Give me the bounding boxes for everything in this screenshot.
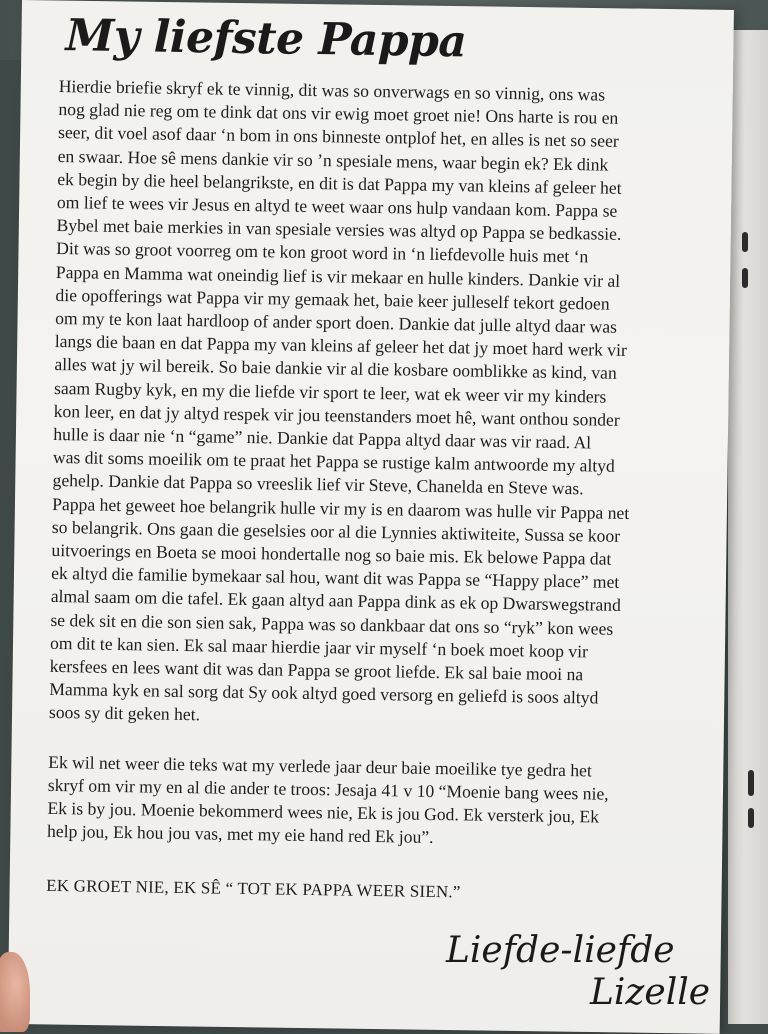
letter-line: help jou, Ek hou jou vas, met my eie hand red Ek jou”. bbox=[46, 821, 434, 848]
signature-line-2: Lizelle bbox=[590, 972, 711, 1013]
letter-line: kon leer, en dat jy altyd respek vir jou teenstanders moet hê, want onthou sonder bbox=[53, 400, 620, 430]
letter-line: uitvoerings en Boeta se mooi hondertalle nog so baie mis. Ek belowe Pappa dat bbox=[51, 539, 612, 569]
letter-line: kersfees en lees want dit was dan Pappa se groot liefde. Ek sal baie mooi na bbox=[49, 655, 584, 685]
letter-line: skryf om vir my en al die ander te troos: Jesaja 41 v 10 “Moenie bang wees nie, bbox=[47, 774, 609, 804]
letter-line: ek begin by die heel belangrikste, en dit is dat Pappa my van kleins af geleer het bbox=[57, 168, 622, 198]
letter-title: My liefste Pappa bbox=[65, 10, 467, 68]
letter-line: almal saam om die tafel. Ek gaan altyd aan Pappa dink as ek op Dwarswegstrand bbox=[50, 586, 622, 616]
binding-mark bbox=[748, 808, 754, 828]
binding-mark bbox=[742, 268, 748, 288]
letter-line: soos sy dit geken het. bbox=[48, 702, 201, 725]
letter-line: langs die baan en dat Pappa my van kleins af geleer het dat jy moet hard werk vir bbox=[54, 331, 627, 361]
letter-line: so belangrik. Ons gaan die geselsies oor al die Lynnies aktiwiteite, Sussa se koor bbox=[51, 516, 621, 546]
letter-line: seer, dit voel asof daar ‘n bom in ons binneste ontplof het, en alles is net so seer bbox=[57, 122, 619, 152]
letter-line: saam Rugby kyk, en my die liefde vir sport te leer, wat ek weer vir my kinders bbox=[53, 377, 607, 407]
letter-line: om dit te kan sien. Ek sal maar hierdie jaar vir myself ‘n boek moet koop vir bbox=[49, 632, 589, 662]
letter-line: Dit was so groot voorreg om te kon groot word in ‘n liefdevolle huis met ‘n bbox=[56, 238, 589, 267]
letter-line: se dek sit en die son sien sak, Pappa was so dankbaar dat ons so “ryk” kon wees bbox=[50, 609, 614, 639]
letter-line: Pappa het geweet hoe belangrik hulle vir my is en daarom was hulle vir Pappa net bbox=[52, 493, 630, 523]
letter-line: ek altyd die familie bymekaar sal hou, want dit was Pappa se “Happy place” met bbox=[50, 563, 620, 593]
binding-mark bbox=[748, 770, 754, 796]
letter-signoff: EK GROET NIE, EK SÊ “ TOT EK PAPPA WEER SIEN.” bbox=[46, 875, 461, 901]
letter-line: Pappa en Mamma wat oneindig lief is vir mekaar en hulle kinders. Dankie vir al bbox=[55, 261, 621, 291]
letter-line: Bybel met baie merkies in van spesiale versies was altyd op Pappa se bedkassie. bbox=[56, 215, 622, 245]
letter-paragraph-1 bbox=[49, 75, 679, 734]
letter-paragraph-2 bbox=[47, 751, 668, 854]
letter-line: Ek is by jou. Moenie bekommerd wees nie, Ek is jou God. Ek versterk jou, Ek bbox=[47, 797, 600, 827]
letter-line: was dit soms moeilik om te praat het Pappa se rustige kalm antwoorde my altyd bbox=[52, 447, 615, 477]
next-page-edge bbox=[728, 30, 768, 1024]
letter-line: om my te kon laat hardloop of ander sport doen. Dankie dat julle altyd daar was bbox=[55, 307, 618, 337]
letter-line: Mamma kyk en sal sorg dat Sy ook altyd goed versorg en geliefd is soos altyd bbox=[49, 679, 599, 708]
letter-line: Ek wil net weer die teks wat my verlede jaar deur baie moeilike tye gedra het bbox=[48, 751, 593, 781]
letter-line: die opofferings wat Pappa vir my gemaak het, baie keer julleself tekort gedoen bbox=[55, 284, 610, 314]
binding-mark bbox=[742, 232, 748, 252]
letter-line: om lief te wees vir Jesus en altyd te weet waar ons hulp vandaan kom. Pappa se bbox=[56, 191, 618, 221]
letter-line: nog glad nie reg om te dink dat ons vir ewig moet groet nie! Ons harte is rou en bbox=[58, 99, 619, 128]
letter-content bbox=[46, 10, 680, 906]
letter-line: alles wat jy wil bereik. So baie dankie vir al die kosbare oomblikke as kind, van bbox=[54, 354, 617, 384]
letter-line: Hierdie briefie skryf ek te vinnig, dit was so onverwags en so vinnig, ons was bbox=[58, 75, 606, 105]
signature-line-1: Liefde-liefde bbox=[446, 930, 675, 971]
letter-line: gehelp. Dankie dat Pappa so vreeslik lief vir Steve, Chanelda en Steve was. bbox=[52, 470, 584, 499]
letter-line: en swaar. Hoe sê mens dankie vir so ’n spesiale mens, waar begin ek? Ek dink bbox=[57, 145, 609, 175]
letter-line: hulle is daar nie ‘n “game” nie. Dankie dat Pappa altyd daar was vir raad. Al bbox=[53, 423, 592, 453]
